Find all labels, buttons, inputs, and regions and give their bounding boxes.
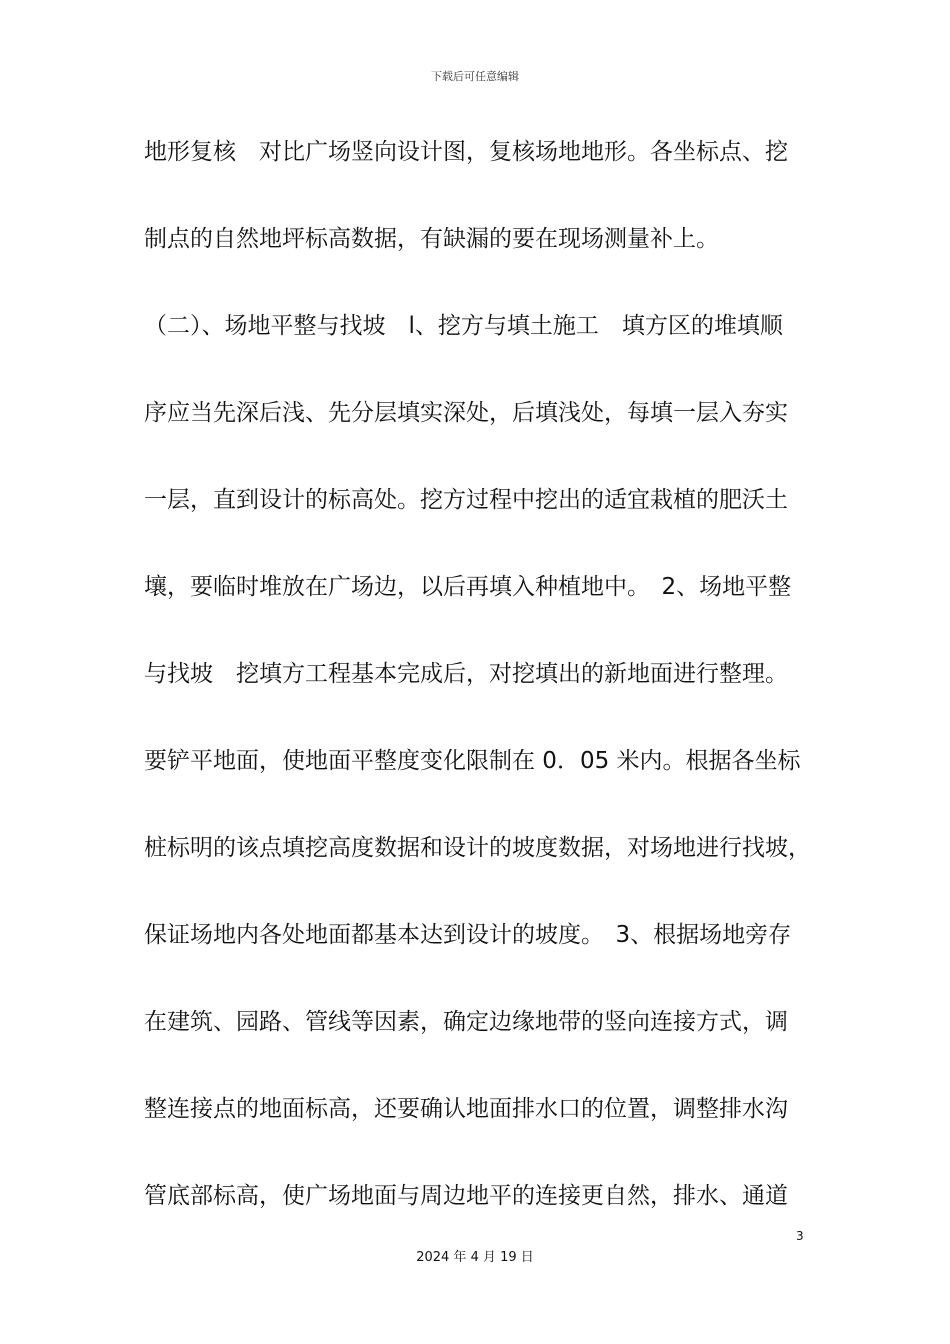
text-line: 保证场地内各处地面都基本达到设计的坡度。 3、根据场地旁存 — [144, 922, 792, 948]
text-line: 管底部标高，使广场地面与周边地平的连接更自然，排水、通道 — [144, 1183, 788, 1209]
text-line: 制点的自然地坪标高数据，有缺漏的要在现场测量补上。 — [144, 226, 719, 252]
text-line: 桩标明的该点填挖高度数据和设计的坡度数据，对场地进行找坡， — [144, 835, 811, 861]
text-line: 壤，要临时堆放在广场边，以后再填入种植地中。 2、场地平整 — [144, 574, 792, 600]
text-line: 序应当先深后浅、先分层填实深处，后填浅处，每填一层入夯实 — [144, 400, 788, 426]
page-number: 3 — [796, 1229, 804, 1243]
text-line: 要铲平地面，使地面平整度变化限制在 0．05 米内。根据各坐标 — [144, 748, 801, 774]
text-line: 与找坡 挖填方工程基本完成后，对挖填出的新地面进行整理。 — [144, 661, 788, 687]
footer-date: 2024 年 4 月 19 日 — [416, 1250, 534, 1265]
text-line: 在建筑、园路、管线等因素，确定边缘地带的竖向连接方式，调 — [144, 1009, 788, 1035]
text-line: 整连接点的地面标高，还要确认地面排水口的位置，调整排水沟 — [144, 1096, 788, 1122]
header-note: 下载后可任意编辑 — [431, 70, 519, 83]
body-text — [144, 130, 811, 1261]
text-line: 地形复核 对比广场竖向设计图，复核场地地形。各坐标点、挖 — [144, 139, 788, 165]
text-line: （二）、场地平整与找坡 l、挖方与填土施工 填方区的堆填顺 — [144, 313, 783, 339]
text-line: 一层，直到设计的标高处。挖方过程中挖出的适宜栽植的肥沃土 — [144, 487, 788, 513]
